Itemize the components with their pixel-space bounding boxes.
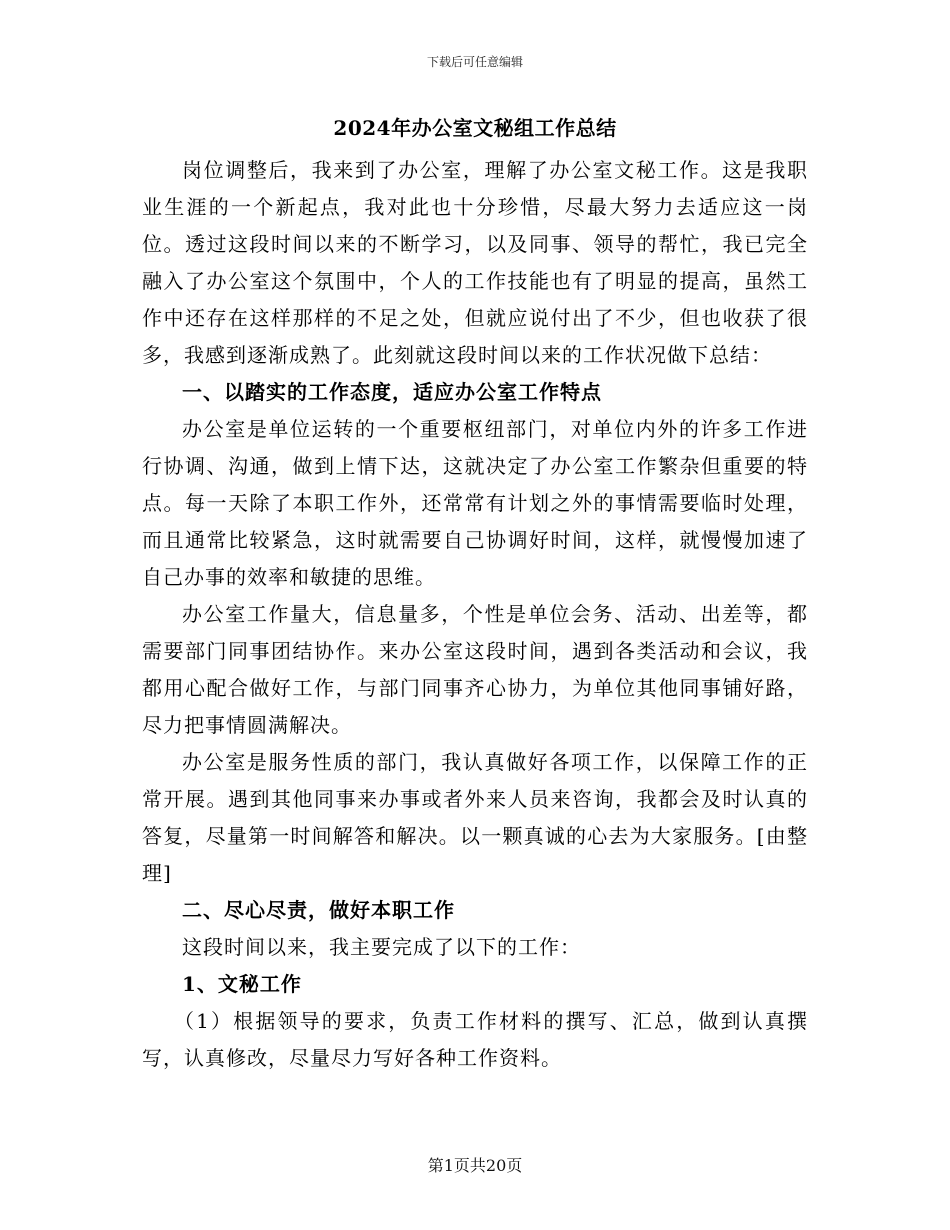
paragraph-item-1: （1）根据领导的要求，负责工作材料的撰写、汇总，做到认真撰写，认真修改，尽量尽力写好各种工作资料。 xyxy=(142,1009,808,1070)
document-body xyxy=(142,108,808,1077)
paragraph-service: 办公室是服务性质的部门，我认真做好各项工作，以保障工作的正常开展。遇到其他同事来办事或者外来人员来咨询，我都会及时认真的答复，尽量第一时间解答和解决。以一颗真诚的心去为大家服务。[由整理] xyxy=(142,750,808,885)
paragraph-work-intro: 这段时间以来，我主要完成了以下的工作： xyxy=(182,935,581,959)
section-heading-2: 二、尽心尽责，做好本职工作 xyxy=(182,898,455,922)
header-text: 下载后可任意编辑 xyxy=(426,55,523,69)
page-footer xyxy=(0,1156,950,1176)
paragraph-intro: 岗位调整后，我来到了办公室，理解了办公室文秘工作。这是我职业生涯的一个新起点，我对此也十分珍惜，尽最大努力去适应这一岗位。透过这段时间以来的不断学习，以及同事、领导的帮忙，我已完全融入了办公室这个氛围中，个人的工作技能也有了明显的提高，虽然工作中还存在这样那样的不足之处，但就应说付出了不少，但也收获了很多，我感到逐渐成熟了。此刻就这段时间以来的工作状况做下总结： xyxy=(142,158,808,367)
page-header xyxy=(0,54,950,70)
paragraph-teamwork: 办公室工作量大，信息量多，个性是单位会务、活动、出差等，都需要部门同事团结协作。来办公室这段时间，遇到各类活动和会议，我都用心配合做好工作，与部门同事齐心协力，为单位其他同事铺好路，尽力把事情圆满解决。 xyxy=(142,602,808,737)
document-title: 2024年办公室文秘组工作总结 xyxy=(333,116,617,140)
subsection-heading-secretarial: 1、文秘工作 xyxy=(182,972,302,996)
page-number: 第1页共20页 xyxy=(427,1156,523,1175)
section-heading-1: 一、以踏实的工作态度，适应办公室工作特点 xyxy=(182,380,602,404)
paragraph-office-hub: 办公室是单位运转的一个重要枢纽部门，对单位内外的许多工作进行协调、沟通，做到上情下达，这就决定了办公室工作繁杂但重要的特点。每一天除了本职工作外，还常常有计划之外的事情需要临时处理，而且通常比较紧急，这时就需要自己协调好时间，这样，就慢慢加速了自己办事的效率和敏捷的思维。 xyxy=(142,417,808,589)
